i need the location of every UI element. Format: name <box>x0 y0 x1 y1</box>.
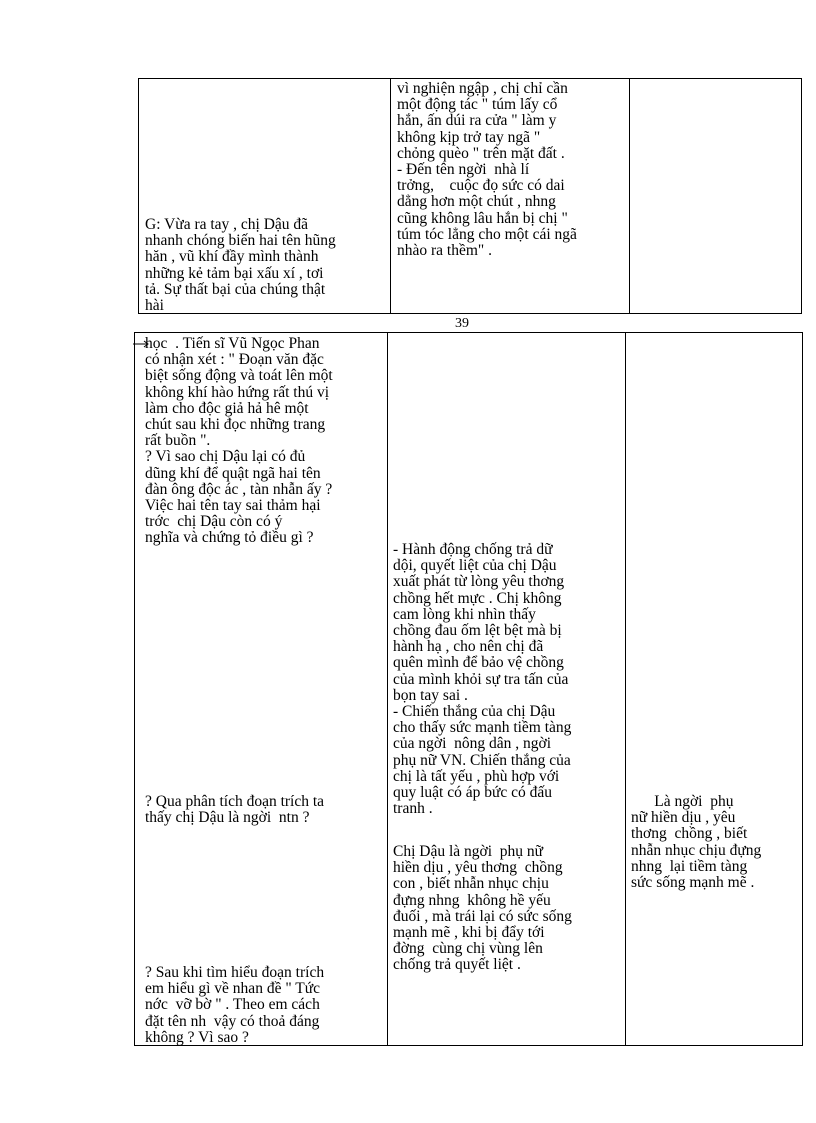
column-divider <box>387 333 388 1045</box>
student-answer-text: vì nghiện ngập , chị chỉ cần một động tác " túm lấy cổ hắn, ấn dúi ra cửa " làm y không kịp trở tay ngã " chỏng quèo " trên mặt đất . - Đến tên ngời nhà lí trởng, cuộc đọ sức có dai dẳng hơn một chút , nhng cũng không lâu hắn bị chị " túm tóc lẳng cho một cái ngã nhào ra thềm" . <box>397 80 577 260</box>
summary-text-block: Là ngời phụ nữ hiền dịu , yêu thơng chồng , biết nhẫn nhục chịu đựng nhng lại tiềm tàng sức sống mạnh mẽ . <box>631 793 762 892</box>
bullet-arrow-icon <box>133 339 151 349</box>
answer-text-block-1: - Hành động chống trả dữ dội, quyết liệt của chị Dậu xuất phát từ lòng yêu thơng chồng hết mực . Chị không cam lòng khi nhìn thấy chồng đau ốm lệt bệt mà bị hành hạ , cho nên chị đã quên mình để bảo vệ chồng của mình khỏi sự tra tấn của bọn tay sai . - Chiến thắng của chị Dậu cho thấy sức mạnh tiềm tàng của ngời nông dân , ngời phụ nữ VN. Chiến thắng của chị là tất yếu , phù hợp với quy luật có áp bức có đấu tranh . <box>393 541 572 818</box>
page-number: 39 <box>455 316 469 331</box>
column-divider <box>629 79 630 313</box>
column-divider <box>625 333 626 1045</box>
question-text-block-1: học . Tiến sĩ Vũ Ngọc Phan có nhận xét : " Đoạn văn đặc biệt sống động và toát lên một không khí hào hứng rất thú vị làm cho độc giả hả hê một chút sau khi đọc những trang rất buồn ". ? Vì sao chị Dậu lại có đủ dũng khí để quật ngã hai tên đàn ông độc ác , tàn nhẫn ấy ? Việc hai tên tay sai thảm hại trớc chị Dậu còn có ý nghĩa và chứng tỏ điều gì ? <box>145 335 333 547</box>
table-top <box>138 78 802 314</box>
answer-text-block-2: Chị Dậu là ngời phụ nữ hiền dịu , yêu thơng chồng con , biết nhẫn nhục chịu đựng nhng không hề yếu đuối , mà trái lại có sức sống mạnh mẽ , khi bị đẩy tới đờng cùng chị vùng lên chống trả quyết liệt . <box>393 843 572 974</box>
column-divider <box>390 79 391 313</box>
question-text-block-2: ? Qua phân tích đoạn trích ta thấy chị Dậu là ngời ntn ? <box>145 793 325 827</box>
teacher-guidance-text: G: Vừa ra tay , chị Dậu đã nhanh chóng biến hai tên hũng hăn , vũ khí đầy mình thành những kẻ tảm bại xấu xí , tơi tả. Sự thất bại của chúng thật hài <box>145 216 336 315</box>
question-text-block-3: ? Sau khi tìm hiểu đoạn trích em hiểu gì về nhan đề " Tức nớc vỡ bờ " . Theo em cách đặt tên nh vậy có thoả đáng không ? Vì sao ? <box>145 964 325 1046</box>
table-bottom <box>134 332 803 1046</box>
